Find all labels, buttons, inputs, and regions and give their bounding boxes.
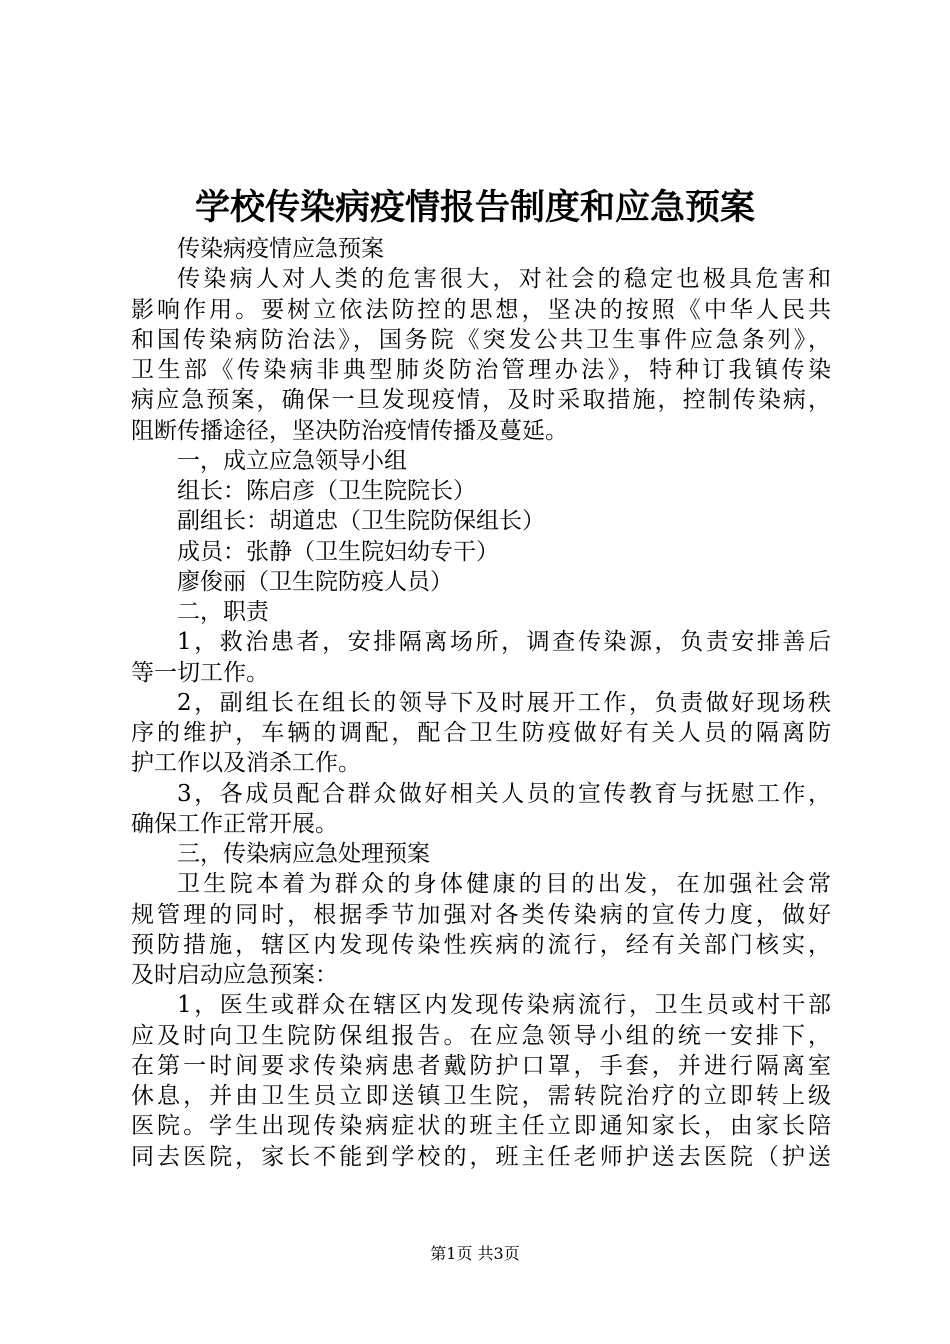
text-line: 确保工作正常开展。 [131,810,338,837]
document-title: 学校传染病疫情报告制度和应急预案 [194,187,755,228]
text-line: 成员：张静（卫生院妇幼专干） [177,538,499,565]
text-line: 1，救治患者，安排隔离场所，调查传染源，负责安排善后 [177,629,831,656]
page-footer: 第1页 共3页 [430,1244,520,1263]
text-line: 卫生部《传染病非典型肺炎防治管理办法》，特种订我镇传染 [131,357,831,383]
text-line: 2，副组长在组长的领导下及时展开工作，负责做好现场秩 [177,689,831,716]
text-line: 三，传染病应急处理预案 [177,841,430,867]
text-line: 阻断传播途径，坚决防治疫情传播及蔓延。 [131,417,568,444]
text-line: 副组长：胡道忠（卫生院防保组长） [177,508,545,535]
text-line: 医院。学生出现传染病症状的班主任立即通知家长，由家长陪 [131,1113,831,1140]
text-line: 等一切工作。 [131,659,269,686]
text-line: 护工作以及消杀工作。 [131,750,361,777]
text-line: 应及时向卫生院防保组报告。在应急领导小组的统一安排下， [131,1022,831,1049]
text-line: 在第一时间要求传染病患者戴防护口罩，手套，并进行隔离室 [131,1052,831,1079]
text-line: 病应急预案，确保一旦发现疫情，及时采取措施，控制传染病， [131,387,831,414]
text-line: 传染病人对人类的危害很大，对社会的稳定也极具危害和 [177,266,831,293]
text-line: 廖俊丽（卫生院防疫人员） [177,568,453,595]
text-line: 卫生院本着为群众的身体健康的目的出发，在加强社会常 [177,871,831,898]
text-line: 和国传染病防治法》，国务院《突发公共卫生事件应急条列》， [131,326,831,353]
text-line: 1，医生或群众在辖区内发现传染病流行，卫生员或村干部 [177,992,831,1019]
text-line: 规管理的同时，根据季节加强对各类传染病的宣传力度，做好 [131,901,831,928]
text-line: 同去医院，家长不能到学校的，班主任老师护送去医院（护送 [131,1143,831,1170]
text-line: 组长：陈启彦（卫生院院长） [177,478,476,504]
text-line: 传染病疫情应急预案 [177,236,384,262]
text-line: 序的维护，车辆的调配，配合卫生防疫做好有关人员的隔离防 [131,720,831,746]
text-line: 3，各成员配合群众做好相关人员的宣传教育与抚慰工作， [177,780,831,807]
document-body [131,234,831,1172]
text-line: 及时启动应急预案： [131,962,338,988]
text-line: 影响作用。要树立依法防控的思想，坚决的按照《中华人民共 [131,296,831,323]
text-line: 二，职责 [177,599,269,625]
text-line: 一，成立应急领导小组 [177,447,407,474]
text-line: 休息，并由卫生员立即送镇卫生院，需转院治疗的立即转上级 [131,1083,831,1109]
text-line: 预防措施，辖区内发现传染性疾病的流行，经有关部门核实， [131,931,831,958]
